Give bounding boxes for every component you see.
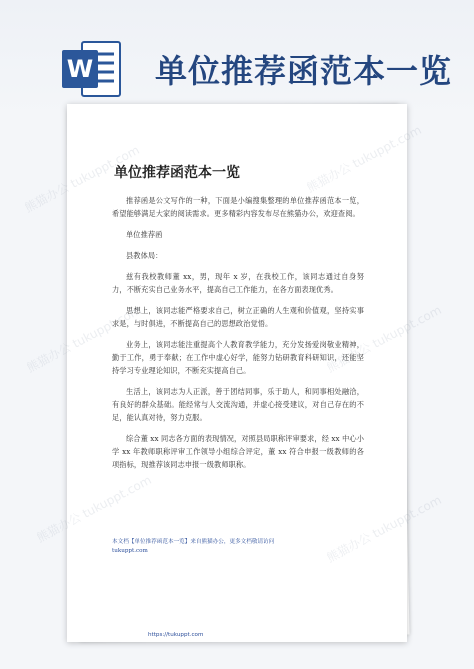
- paragraph-heading: 单位推荐函: [126, 230, 163, 239]
- header-banner: [0, 0, 474, 120]
- paragraph-work: 业务上，该同志能注重提高个人教育教学能力，充分发扬爱岗敬业精神，勤于工作，勇于奉献；在工作中虚心好学，能努力钻研教育科研知识，还能坚持学习专业理论知识，不断充实提高自己。: [112, 340, 364, 375]
- source-note-text: 本文档【单位推荐函范本一览】来自熊猫办公，更多文档敬请访问: [112, 539, 275, 545]
- word-icon: [60, 38, 124, 100]
- watermark: 熊猫办公: [24, 340, 74, 376]
- paragraph-ideology: 思想上，该同志能严格要求自己，树立正确的人生观和价值观，坚持实事求是，与时俱进，不断提高自己的思想政治觉悟。: [112, 306, 364, 328]
- watermark: 熊猫办公: [34, 510, 84, 546]
- paragraph-life: 生活上，该同志为人正派，善于团结同事，乐于助人，和同事相处融洽，有良好的群众基础。能经常与人交流沟通，并虚心接受建议，对自己存在的不足，能认真对待，努力克服。: [112, 387, 364, 422]
- paragraph-intro: 推荐函是公文写作的一种，下面是小编搜集整理的单位推荐函范本一览，希望能够满足大家的阅读需求。更多精彩内容发布尽在熊猫办公，欢迎查阅。: [112, 196, 364, 218]
- footer-link[interactable]: https://tukuppt.com: [148, 632, 204, 638]
- paragraph-salutation: 县教体局：: [126, 251, 163, 260]
- document-title: 单位推荐函范本一览: [114, 165, 240, 181]
- document-body: [112, 194, 364, 479]
- word-logo-letter: W: [66, 55, 94, 83]
- watermark: 熊猫办公: [22, 180, 72, 216]
- source-link[interactable]: tukuppt.com: [112, 548, 148, 554]
- paragraph-conclusion: 综合董 xx 同志各方面的表现情况，对照县局职称评审要求，经 xx 中心小学 xx 年教师职称评审工作领导小组综合评定，董 xx 符合申报一级教师的各项指标，现推荐该同志申报一级教师职称。: [112, 434, 364, 469]
- paragraph-introduction: 兹有我校教师董 xx，男，现年 x 岁，在我校工作，该同志通过自身努力，不断充实自己业务水平，提高自己工作能力，在各方面表现优秀。: [112, 272, 364, 294]
- source-note: [112, 538, 364, 556]
- page-title: 单位推荐函范本一览: [155, 52, 453, 90]
- document-page: [67, 104, 407, 642]
